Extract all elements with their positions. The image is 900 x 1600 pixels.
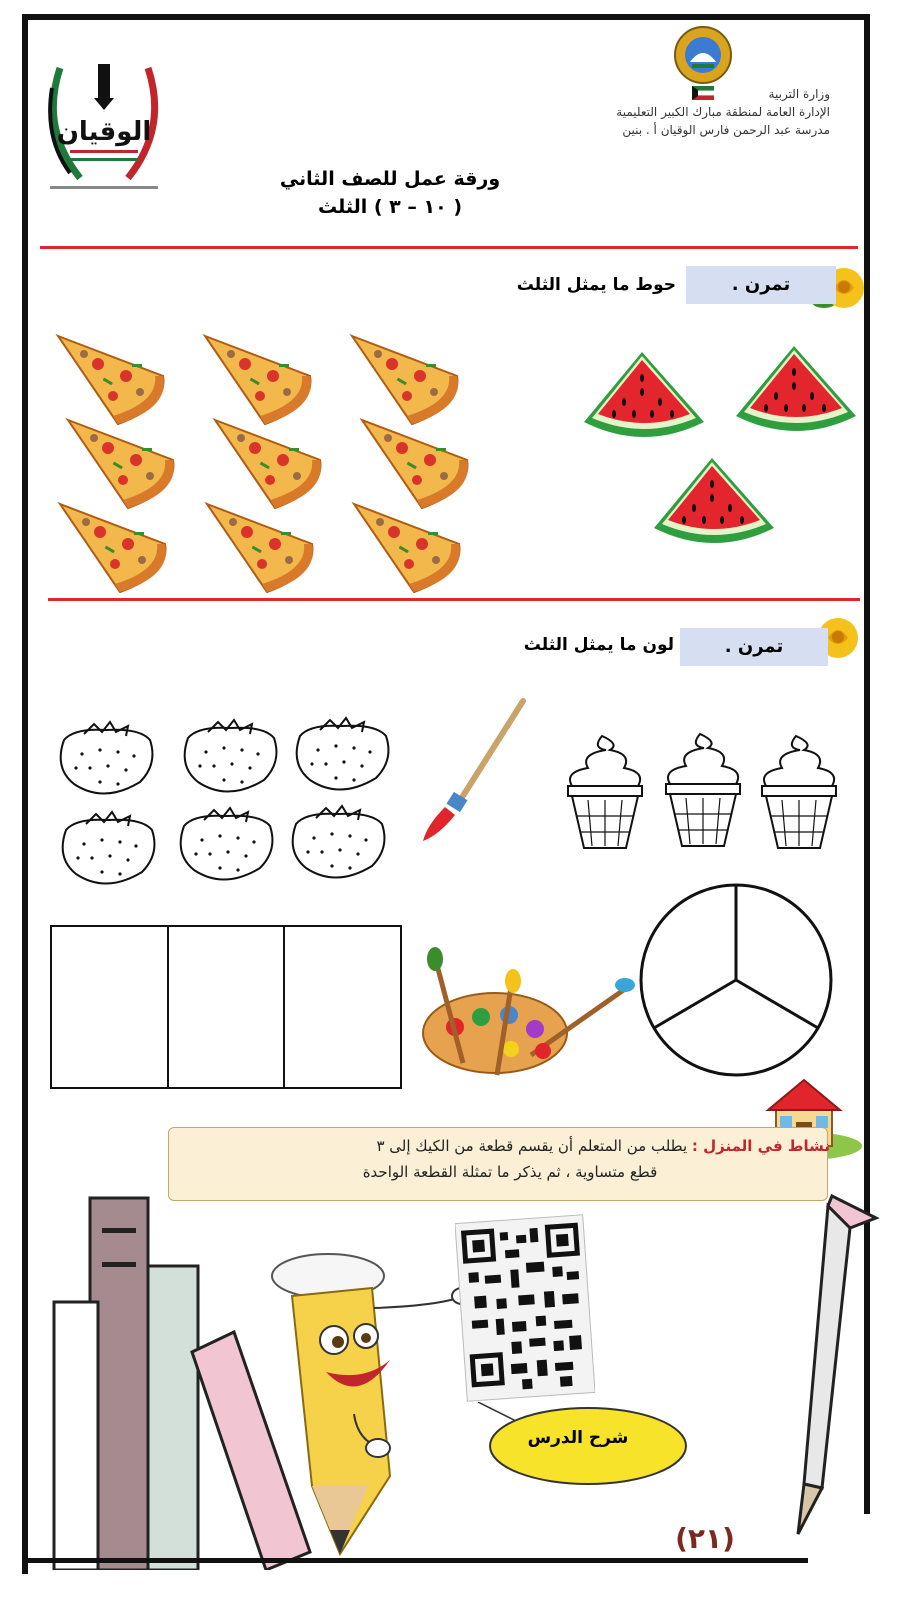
strawberry[interactable] bbox=[63, 812, 155, 884]
exercise1-label: تمرن . bbox=[686, 266, 836, 304]
ministry-text bbox=[550, 85, 830, 139]
strawberry-group bbox=[50, 712, 395, 892]
title-line-1: ورقة عمل للصف الثاني bbox=[279, 168, 501, 190]
pizza-slice bbox=[68, 420, 174, 508]
icecream-cone[interactable] bbox=[762, 736, 836, 848]
title-line-2: ( ١٠ – ٣ ) الثلث bbox=[317, 196, 463, 218]
lesson-explanation-button[interactable]: شرح الدرس bbox=[527, 1428, 629, 1448]
pizza-slice bbox=[215, 420, 321, 508]
page-frame-top bbox=[22, 14, 870, 20]
page-number: (٢١) bbox=[675, 1522, 735, 1555]
exercise2-instruction: لون ما يمثل الثلث bbox=[523, 635, 674, 655]
qr-code[interactable] bbox=[455, 1213, 595, 1403]
pizza-slice bbox=[60, 504, 166, 592]
pizza-slice bbox=[362, 420, 468, 508]
kuwait-emblem bbox=[668, 24, 738, 86]
pizza-group bbox=[50, 328, 480, 593]
strawberry[interactable] bbox=[297, 718, 389, 790]
home-activity-line-2: قطع متساوية ، ثم يذكر ما تمثلة القطعة الواحدة bbox=[362, 1163, 658, 1181]
watermelon-slice bbox=[736, 346, 856, 431]
icecream-cone[interactable] bbox=[666, 734, 740, 846]
worksheet-title bbox=[270, 165, 510, 221]
pizza-slice bbox=[354, 504, 460, 592]
pizza-slice bbox=[207, 504, 313, 592]
circle-thirds bbox=[636, 880, 836, 1080]
exercise1-instruction: حوط ما يمثل الثلث bbox=[516, 275, 676, 295]
pizza-slice bbox=[58, 336, 164, 424]
divider-1 bbox=[40, 246, 858, 249]
pencil-mascot bbox=[262, 1236, 482, 1566]
strawberry[interactable] bbox=[61, 722, 153, 794]
school-logo bbox=[40, 58, 168, 198]
strawberry[interactable] bbox=[293, 806, 385, 878]
home-activity-text bbox=[230, 1133, 830, 1185]
strawberry[interactable] bbox=[181, 808, 273, 880]
ministry-line: مدرسة عبد الرحمن فارس الوقيان أ . بنين bbox=[622, 123, 830, 137]
home-activity-line-1: يطلب من المتعلم أن يقسم قطعة من الكيك إلى ٣ bbox=[376, 1137, 688, 1155]
watermelon-group bbox=[580, 340, 870, 555]
logo-text: الوقيان bbox=[56, 117, 152, 147]
pizza-slice bbox=[352, 336, 458, 424]
pencil-illustration bbox=[792, 1188, 882, 1538]
exercise2-label: تمرن . bbox=[680, 628, 828, 666]
watermelon-slice bbox=[654, 458, 774, 543]
paintbrush-icon bbox=[415, 695, 530, 845]
watermelon-slice bbox=[584, 352, 704, 437]
pizza-slice bbox=[205, 336, 311, 424]
strawberry[interactable] bbox=[185, 720, 277, 792]
rectangle-thirds bbox=[50, 925, 402, 1089]
paint-palette-icon bbox=[415, 945, 635, 1080]
page-frame-left bbox=[22, 14, 28, 1574]
rectangle-part[interactable] bbox=[167, 927, 284, 1087]
rectangle-part[interactable] bbox=[283, 927, 400, 1087]
page-frame-bottom bbox=[28, 1558, 808, 1563]
divider-2 bbox=[48, 598, 860, 601]
icecream-cone[interactable] bbox=[568, 736, 642, 848]
home-activity-label: نشاط في المنزل : bbox=[691, 1137, 830, 1155]
icecream-group bbox=[560, 726, 850, 854]
ministry-line: الإدارة العامة لمنطقة مبارك الكبير التعليمية bbox=[616, 105, 830, 119]
ministry-line: وزارة التربية bbox=[768, 87, 830, 101]
rectangle-part[interactable] bbox=[52, 927, 167, 1087]
